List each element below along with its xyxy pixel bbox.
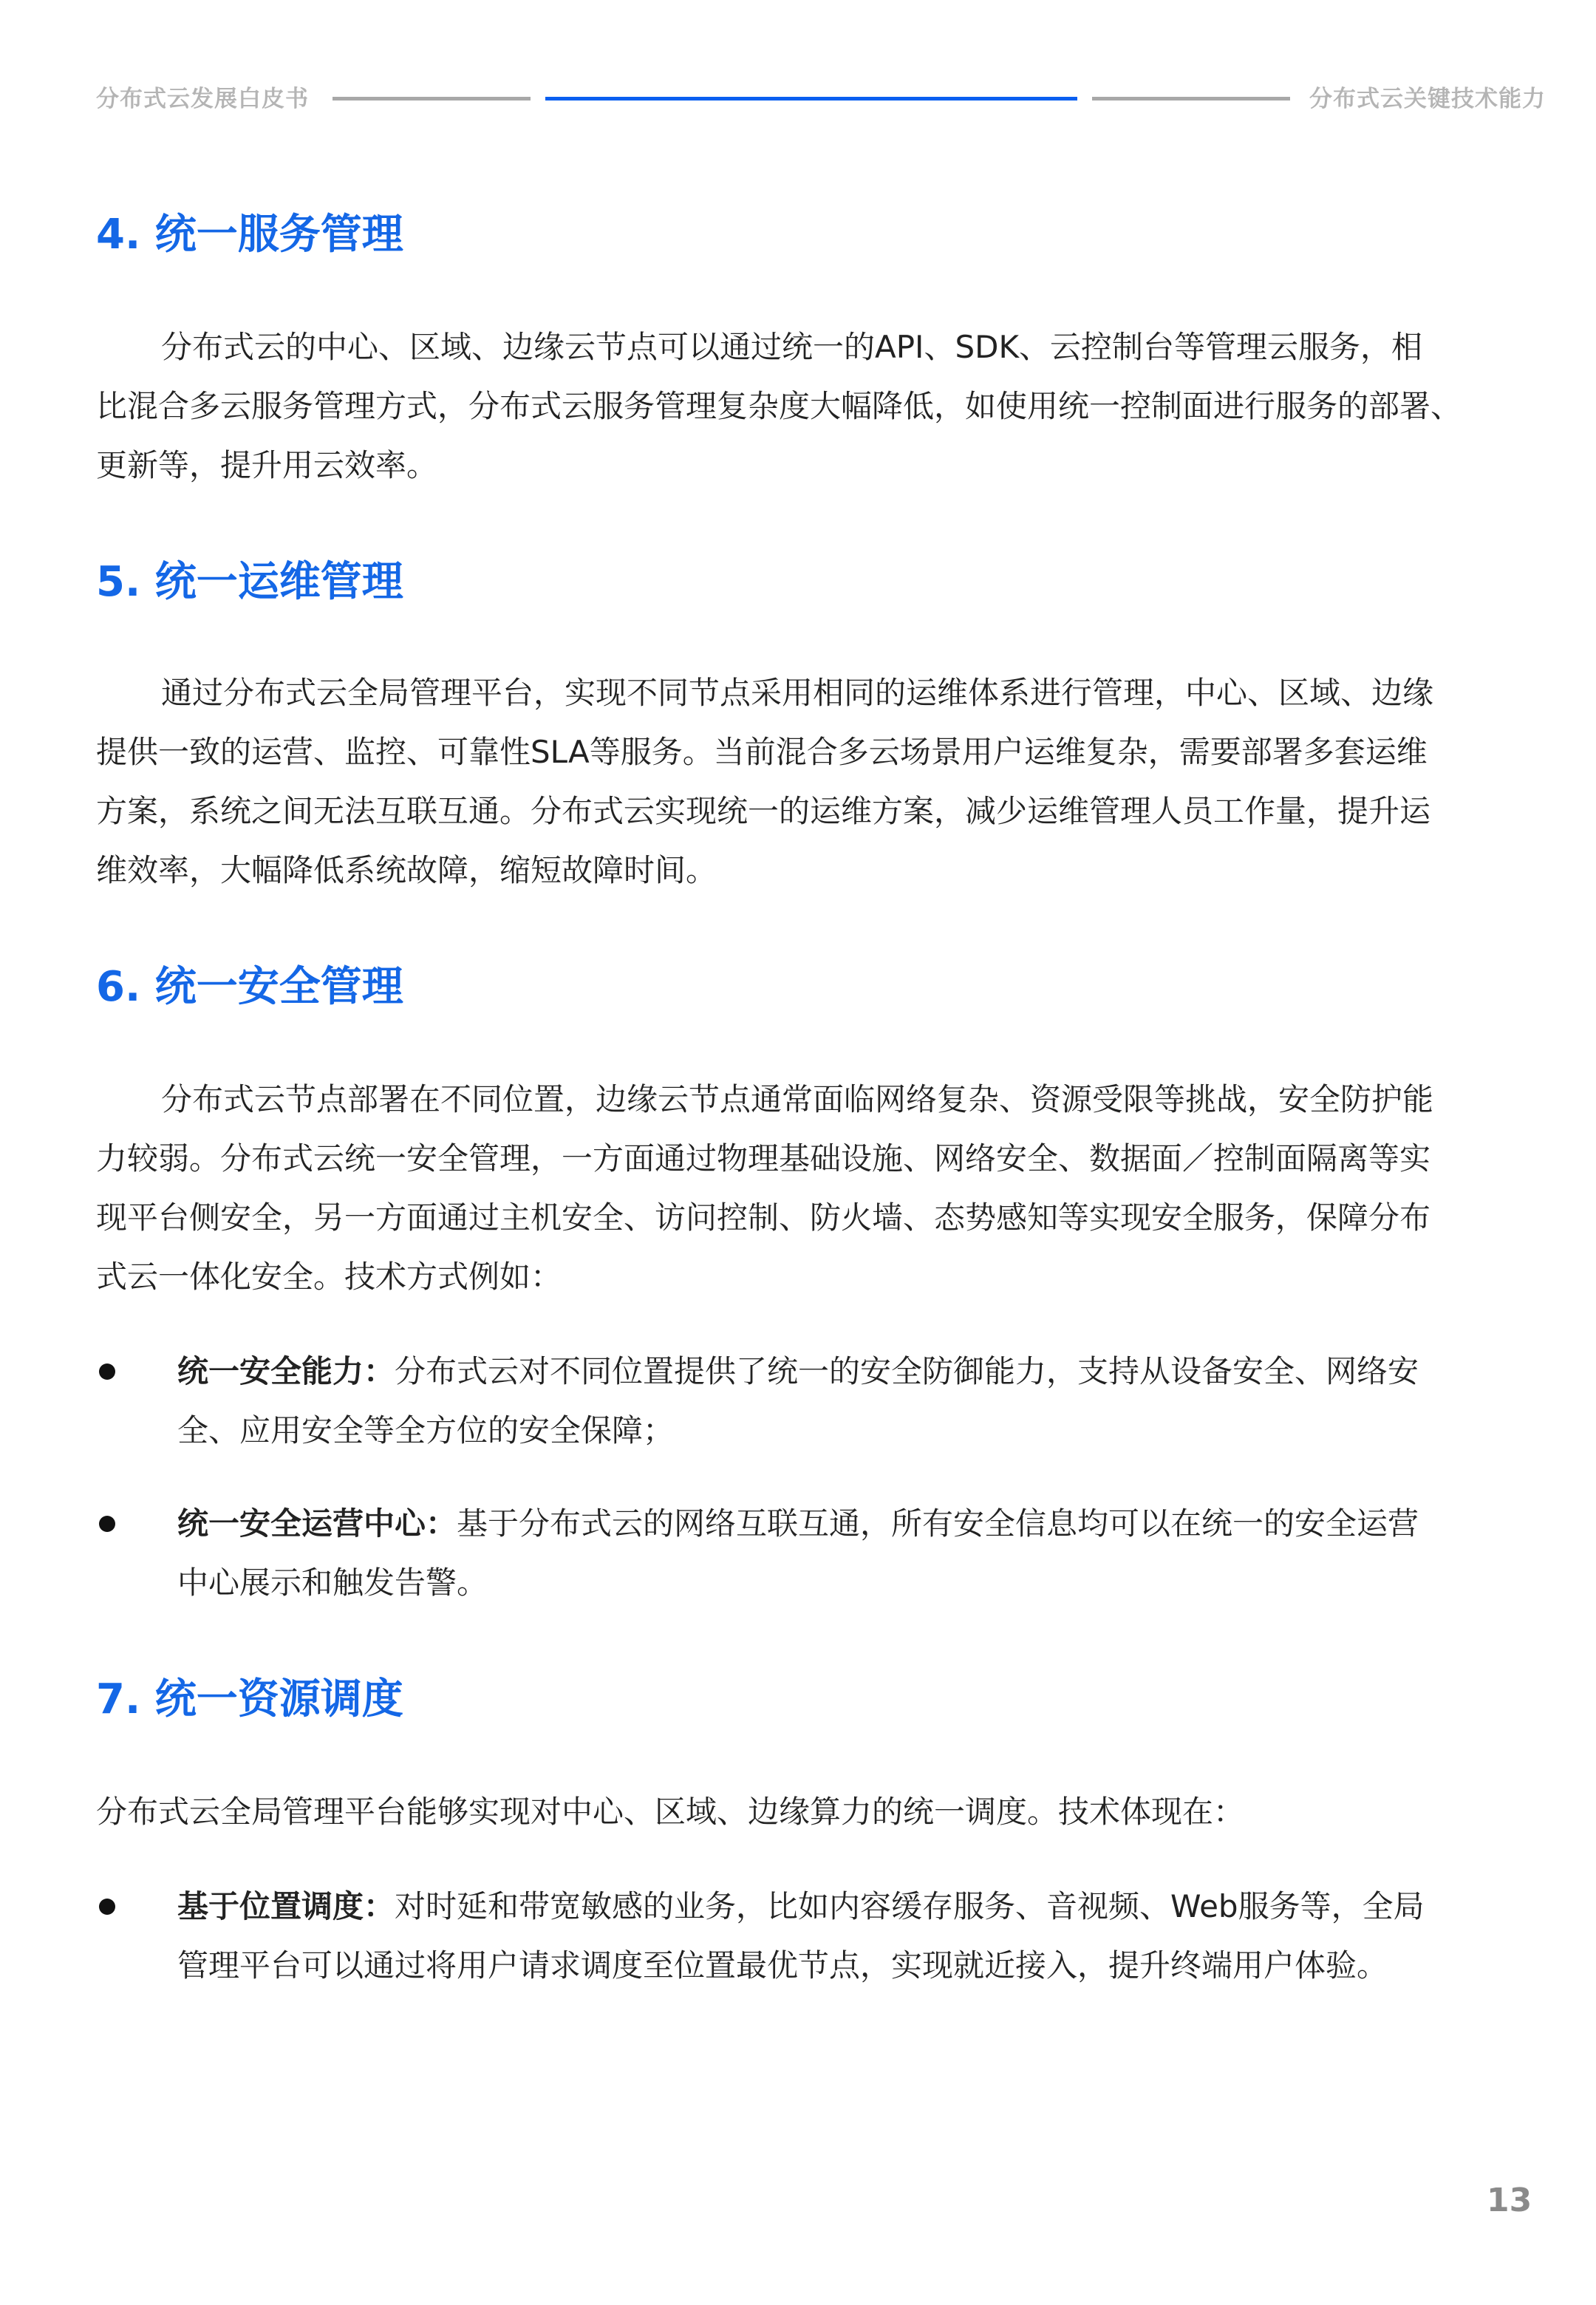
header-divider-left: [332, 97, 531, 101]
header-chapter-title: 分布式云关键技术能力: [1309, 86, 1546, 112]
bullet-icon: [99, 1516, 115, 1532]
section-heading: 4. 统一服务管理: [96, 211, 403, 259]
paragraph-line: 现平台侧安全，另一方面通过主机安全、访问控制、防火墙、态势感知等实现安全服务，保障分布: [96, 1199, 1431, 1236]
bullet-item: [177, 1886, 1425, 1927]
paragraph-line: 提供一致的运营、监控、可靠性SLA等服务。当前混合多云场景用户运维复杂，需要部署多套运维: [96, 734, 1428, 770]
paragraph-line: 通过分布式云全局管理平台，实现不同节点采用相同的运维体系进行管理，中心、区域、边缘: [161, 675, 1434, 711]
bullet-text: 基于分布式云的网络互联互通，所有安全信息均可以在统一的安全运营: [457, 1505, 1419, 1542]
bullet-icon: [99, 1899, 115, 1915]
paragraph-line: 方案，系统之间无法互联互通。分布式云实现统一的运维方案，减少运维管理人员工作量，提升运: [96, 793, 1431, 829]
bullet-item: [177, 1351, 1419, 1392]
paragraph-line: 分布式云全局管理平台能够实现对中心、区域、边缘算力的统一调度。技术体现在：: [96, 1794, 1245, 1830]
bullet-continuation: 管理平台可以通过将用户请求调度至位置最优节点，实现就近接入，提升终端用户体验。: [177, 1947, 1388, 1984]
bullet-item: [177, 1503, 1419, 1545]
header-divider-right: [1092, 97, 1290, 101]
bullet-text: 分布式云对不同位置提供了统一的安全防御能力，支持从设备安全、网络安: [395, 1353, 1419, 1389]
bullet-continuation: 全、应用安全等全方位的安全保障；: [177, 1412, 675, 1448]
header-divider-accent: [545, 97, 1077, 101]
bullet-label: 基于位置调度：: [177, 1888, 395, 1924]
paragraph-line: 式云一体化安全。技术方式例如：: [96, 1259, 562, 1295]
page-number: 13: [1487, 2182, 1532, 2219]
paragraph-line: 比混合多云服务管理方式，分布式云服务管理复杂度大幅降低，如使用统一控制面进行服务的部署、: [96, 388, 1462, 424]
paragraph-line: 分布式云的中心、区域、边缘云节点可以通过统一的API、SDK、云控制台等管理云服务，相: [161, 329, 1422, 365]
paragraph-line: 维效率，大幅降低系统故障，缩短故障时间。: [96, 852, 717, 888]
paragraph-line: 分布式云节点部署在不同位置，边缘云节点通常面临网络复杂、资源受限等挑战，安全防护能: [161, 1081, 1434, 1117]
section-heading: 6. 统一安全管理: [96, 963, 403, 1011]
section-heading: 7. 统一资源调度: [96, 1675, 403, 1723]
paragraph-line: 力较弱。分布式云统一安全管理，一方面通过物理基础设施、网络安全、数据面／控制面隔离等实: [96, 1140, 1431, 1177]
bullet-label: 统一安全能力：: [177, 1353, 395, 1389]
paragraph-line: 更新等，提升用云效率。: [96, 447, 438, 483]
bullet-continuation: 中心展示和触发告警。: [177, 1565, 488, 1601]
section-heading: 5. 统一运维管理: [96, 558, 403, 606]
bullet-icon: [99, 1363, 115, 1380]
header-doc-title: 分布式云发展白皮书: [96, 86, 309, 112]
bullet-label: 统一安全运营中心：: [177, 1505, 457, 1542]
bullet-text: 对时延和带宽敏感的业务，比如内容缓存服务、音视频、Web服务等，全局: [395, 1888, 1425, 1924]
